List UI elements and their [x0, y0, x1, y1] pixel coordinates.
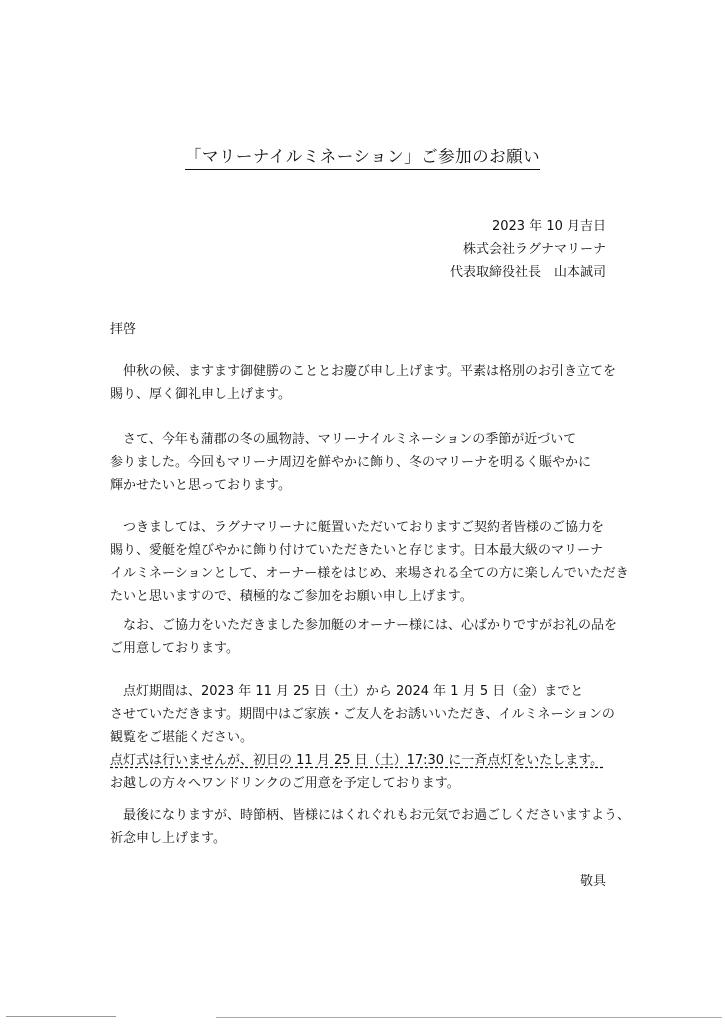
scan-edge-line — [216, 1017, 722, 1018]
paragraph-line: 点灯期間は、2023 年 11 月 25 日（土）から 2024 年 1 月 5 日（金）までと — [110, 684, 584, 699]
paragraph-line: 仲秋の候、ますます御健勝のこととお慶び申し上げます。平素は格別のお引き立てを — [110, 364, 616, 379]
salutation: 拝啓 — [110, 322, 137, 337]
paragraph-line: 賜り、愛艇を煌びやかに飾り付けていただきたいと存じます。日本最大級のマリーナ — [110, 543, 603, 558]
sender-company: 株式会社ラグナマリーナ — [462, 242, 606, 257]
paragraph-line: お越しの方々へワンドリンクのご用意を予定しております。 — [110, 776, 460, 791]
paragraph-line: 参りました。今回もマリーナ周辺を鮮やかに飾り、冬のマリーナを明るく賑やかに — [110, 455, 592, 470]
paragraph-request — [110, 516, 629, 608]
letter-date: 2023 年 10 月吉日 — [491, 219, 606, 234]
paragraph-line: 最後になりますが、時節柄、皆様にはくれぐれもお元気でお過ごしくださいますよう、 — [110, 808, 631, 823]
paragraph-line: 観覧をご堪能ください。 — [110, 730, 254, 745]
paragraph-schedule — [110, 680, 620, 795]
paragraph-gift — [110, 614, 620, 660]
paragraph-line: なお、ご協力をいただきました参加艇のオーナー様には、心ばかりですがお礼の品を — [110, 618, 618, 633]
document-title-text: 「マリーナイルミネーション」ご参加のお願い — [185, 146, 540, 170]
paragraph-season — [110, 428, 620, 497]
paragraph-line: イルミネーションとして、オーナー様をはじめ、来場される全ての方に楽しんでいただき — [110, 566, 629, 581]
paragraph-line: させていただきます。期間中はご家族・ご友人をお誘いいただき、イルミネーションの — [110, 707, 615, 722]
paragraph-line-underlined: 点灯式は行いませんが、初日の 11 月 25 日（土）17:30 に一斉点灯をいたします。 — [110, 753, 604, 768]
paragraph-line: 賜り、厚く御礼申し上げます。 — [110, 387, 291, 402]
scan-edge-line — [6, 1016, 116, 1017]
paragraph-line: さて、今年も蒲郡の冬の風物詩、マリーナイルミネーションの季節が近づいて — [110, 432, 577, 447]
paragraph-line: 祈念申し上げます。 — [110, 831, 226, 846]
paragraph-line: つきましては、ラグナマリーナに艇置いただいておりますご契約者皆様のご協力を — [110, 520, 605, 535]
sender-signer: 代表取締役社長 山本誠司 — [449, 265, 606, 280]
paragraph-line: ご用意しております。 — [110, 641, 239, 656]
paragraph-line: たいと思いますので、積極的なご参加をお願い申し上げます。 — [110, 589, 473, 604]
document-title — [0, 146, 725, 170]
paragraph-closing-wish — [110, 804, 631, 850]
closing-phrase: 敬具 — [579, 874, 606, 889]
paragraph-greeting — [110, 360, 620, 406]
paragraph-line: 輝かせたいと思っております。 — [110, 478, 291, 493]
